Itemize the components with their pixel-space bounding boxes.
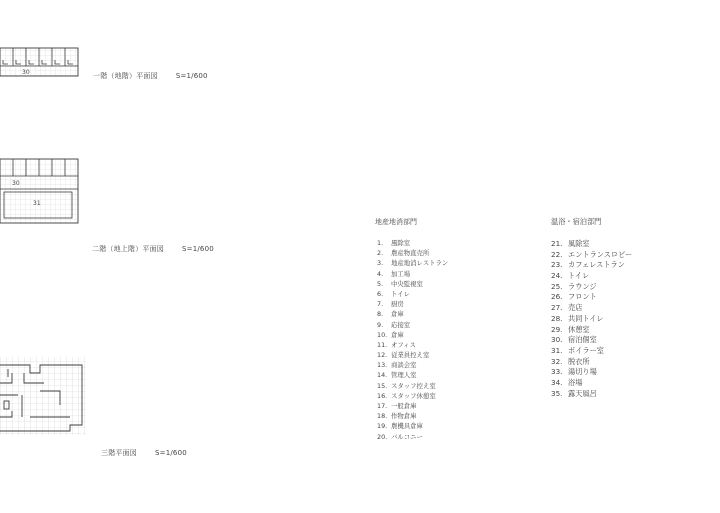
legend-item: 12. 従業員控え室 [377,351,430,360]
floor-plan-2-scale: S=1/600 [182,245,214,253]
floor-plan-2-title: 二階（地上階）平面図 [92,245,164,253]
legend-item: 30. 宿泊個室 [551,335,597,345]
floor-plan-1-scale: S=1/600 [175,72,208,80]
floor-plan-2 [0,154,82,226]
legend-bathing-lodging-heading: 温浴・宿泊部門 [551,217,602,226]
legend-item: 15. スタッフ控え室 [377,381,436,390]
legend-item: 28. 共同トイレ [551,313,604,323]
floor-plan-2-caption [92,244,214,254]
legend-item: 11. オフィス [377,340,416,349]
floor-plan-1 [0,40,82,80]
legend-item: 25. ラウンジ [551,281,597,291]
legend-item: 18. 作物倉庫 [377,412,417,421]
legend-agriculture-heading: 地産地消部門 [375,218,417,226]
legend-item: 3. 地産地消レストラン [377,259,449,268]
floor-plan-3 [0,355,90,437]
legend-item: 14. 管理人室 [377,371,417,380]
legend-agriculture-list [377,238,448,442]
legend-item: 16. スタッフ休憩室 [377,391,436,400]
legend-item: 31. ボイラー室 [551,345,604,355]
legend-item: 4. 加工場 [377,269,411,278]
floor-plan-3-drawing [0,355,90,437]
floor-plan-2-drawing [0,154,82,226]
legend-item: 6. トイレ [377,289,410,298]
legend-item: 29. 休憩室 [551,324,590,334]
floor-plan-2-room-label-a: 30 [12,180,20,187]
floor-plan-1-room-label: 30 [22,69,30,76]
legend-item: 19. 農機具倉庫 [377,422,423,431]
legend-item: 20. バルコニー [377,432,423,441]
legend-item: 21. 風除室 [551,239,590,248]
legend-item: 8. 倉庫 [377,310,404,319]
legend-item: 32. 脱衣所 [551,356,590,366]
legend-item: 23. カフェレストラン [551,260,625,270]
legend-item: 27. 売店 [551,303,583,313]
legend-item: 1. 風除室 [377,239,411,247]
legend-bathing-lodging-list [551,239,632,399]
floor-plan-1-drawing [0,40,82,80]
floor-plan-3-caption [101,448,187,458]
legend-item: 26. フロント [551,292,597,302]
legend-item: 13. 商談会室 [377,361,417,370]
legend-item: 2. 農産物直売所 [377,249,430,258]
legend-item: 34. 浴場 [551,377,583,387]
floor-plan-1-title: 一階（地階）平面図 [93,72,158,80]
floor-plan-3-title: 三階平面図 [101,449,137,457]
legend-item: 10. 倉庫 [377,330,404,339]
legend-item: 5. 中央監視室 [377,279,423,288]
legend-item: 33. 湯切り場 [551,367,597,377]
floor-plan-3-scale: S=1/600 [155,449,187,457]
legend-item: 17. 一般倉庫 [377,402,417,410]
legend-item: 24. トイレ [551,271,590,281]
floor-plan-1-caption [93,71,208,81]
legend-item: 35. 露天風呂 [551,388,597,398]
legend-item: 9. 応接室 [377,320,411,329]
legend-item: 7. 厨房 [377,300,404,309]
floor-plan-2-room-label-b: 31 [33,200,41,207]
legend-item: 22. エントランスロビー [551,249,633,259]
